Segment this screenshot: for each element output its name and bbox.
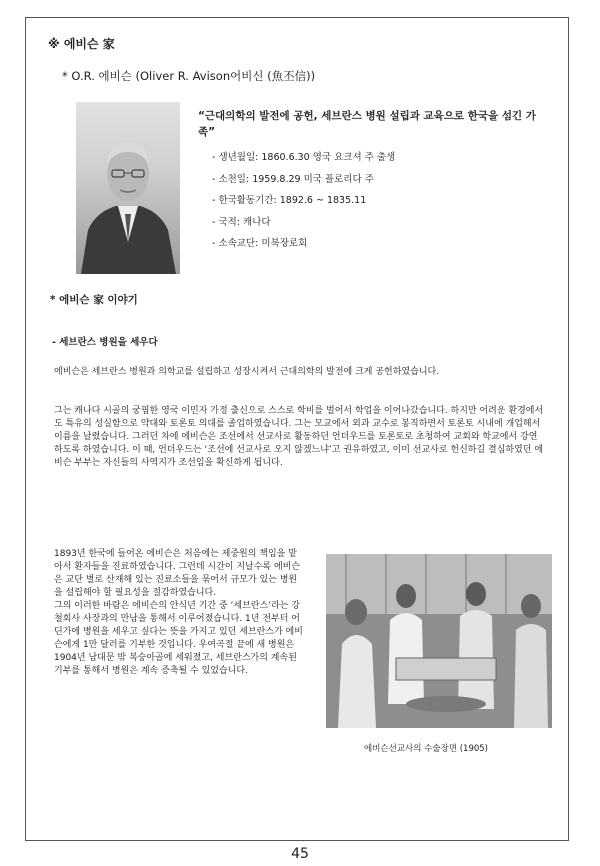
paragraph-3a: 1893년 한국에 들어온 에비슨은 처음에는 제중원의 책임을 맡아서 환자들을 진료하였습니다. 그런데 시간이 지날수록 에비슨은 교단 별로 산재해 있는 진료소들을 묶어서 규모가 있는 병원을 설립해야 할 필요성을 절감하였습니다. xyxy=(54,549,301,598)
paragraph-2: 그는 캐나다 시골의 궁핍한 영국 이민자 가정 출신으로 스스로 학비를 벌어서 학업을 이어나갔습니다. 하지만 어려운 환경에서도 특유의 성실함으로 약대와 토론토 의대를 졸업하였습니다. 그는 모교에서 외과 교수로 봉직하면서 토론토 시내에 개업해서 이름을 날렸습니다. 그러던 차에 에비슨은 조선에서 선교사로 활동하던 언더우드를 토론토로 초청하여 교회와 학교에서 강연하도록 하였습니다. 이 때, 언더우드는 ‘조선에 선교사로 오지 않겠느냐’고 권유하였고, 이미 선교사로 헌신하길 결심하였던 에비슨 부부는 자신들의 사역지가 조선임을 확신하게 됩니다. xyxy=(54,406,544,468)
portrait-photo xyxy=(76,102,180,274)
fact-denomination: - 소속교단: 미북장로회 xyxy=(212,238,308,249)
fact-death: - 소천일: 1959.8.29 미국 플로리다 주 xyxy=(212,173,374,185)
quote-text: “근대의학의 발전에 공헌, 세브란스 병원 설립과 교육으로 한국을 섬긴 가족” xyxy=(198,110,536,138)
fact-period: - 한국활동기간: 1892.6 ~ 1835.11 xyxy=(212,195,367,206)
facts-list xyxy=(212,147,395,255)
person-heading: * O.R. 에비슨 (Oliver R. Avison어비신 (魚丕信)) xyxy=(62,69,316,83)
fact-birth: - 생년월일: 1860.6.30 영국 요크셔 주 출생 xyxy=(212,152,396,163)
photo-caption: 에비슨선교사의 수술장면 (1905) xyxy=(364,744,488,754)
surgery-illustration xyxy=(326,554,552,728)
left-column-text xyxy=(54,548,304,678)
portrait-illustration xyxy=(76,102,180,274)
paragraph-3b: 그의 이러한 바람은 에비슨의 안식년 기간 중 ‘세브란스’라는 강철회사 사장과의 만남을 통해서 이루어졌습니다. 1년 전부터 어딘가에 병원을 세우고 싶다는 뜻을 가지고 있던 세브란스가 에비슨에게 1만 달러를 기부한 것입니다. 우여곡절 끝에 새 병원은 1904년 남대문 밖 복숭아골에 세워졌고, 세브란스가의 계속된 기부를 통해서 병원은 계속 증축될 수 있었습니다. xyxy=(54,601,303,676)
page-number: 45 xyxy=(291,846,309,862)
surgery-photo xyxy=(326,554,552,728)
section-title: ※ 에비슨 家 xyxy=(48,37,115,51)
sub-heading: - 세브란스 병원을 세우다 xyxy=(52,337,158,348)
story-heading: * 에비슨 家 이야기 xyxy=(50,294,138,306)
fact-nationality: - 국적: 캐나다 xyxy=(212,216,271,228)
paragraph-1: 에비슨은 세브란스 병원과 의학교를 설립하고 성장시켜서 근대의학의 발전에 크게 공헌하였습니다. xyxy=(54,367,440,377)
